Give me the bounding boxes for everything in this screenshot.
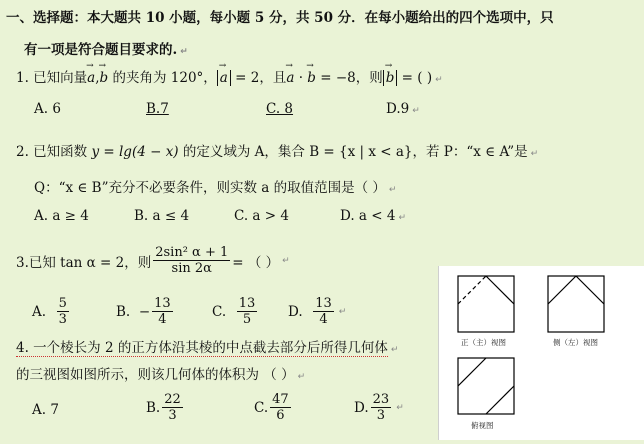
paragraph-return-arrow-icon: ↵ <box>398 213 407 223</box>
paragraph-return-arrow-icon: ↵ <box>282 255 290 266</box>
question-2-line1: 2. 已知函数 y = lg(4 − x) 的定义域为 A，集合 B = {x | x < a}，若 P：“x ∈ A”是 ↵ <box>16 144 539 160</box>
paragraph-return-arrow-icon: ↵ <box>412 106 420 116</box>
paragraph-return-arrow-icon: ↵ <box>396 402 404 413</box>
paragraph-return-arrow-icon: ↵ <box>388 185 397 195</box>
q3-option-c: C. $\frac{13}{5}$ <box>212 296 256 327</box>
q3-option-a: A. $\frac{5}{3}$ <box>32 296 67 327</box>
three-view-drawing <box>439 266 644 440</box>
q3-fraction: $\frac{\text{2sin² α + 1}}{\sin 2\alpha}$ <box>155 245 229 276</box>
q3-option-b: B. − $\frac{13}{4}$ <box>116 296 171 327</box>
q1-option-c: C. 8 <box>266 101 294 117</box>
q2-option-a: A. a ≥ 4 <box>34 208 89 224</box>
q4-option-a: A. 7 <box>32 402 59 418</box>
paragraph-return-arrow-icon: ↵ <box>435 75 443 85</box>
question-1: 1. 已知向量→ a,→ b 的夹角为 120°，→ a = 2，且→ a · → b = −8，则→ b = ( ) ↵ <box>16 66 443 86</box>
three-view-figure <box>438 266 644 440</box>
section-heading-line2: 有一项是符合题目要求的. ↵ <box>24 42 188 58</box>
top-view <box>458 358 514 414</box>
paragraph-return-arrow-icon: ↵ <box>530 149 539 159</box>
front-view-label: 正（主）视图 <box>461 338 506 347</box>
q4-option-d: D. $\frac{23}{3}$ ↵ <box>354 392 404 423</box>
side-view-label: 侧（左）视图 <box>553 338 598 347</box>
q2-option-b: B. a ≤ 4 <box>134 208 190 224</box>
front-view <box>458 276 514 332</box>
paragraph-return-arrow-icon: ↵ <box>390 345 399 355</box>
q2-option-d: D. a < 4 ↵ <box>340 208 407 224</box>
q4-option-c: C. $\frac{47}{6}$ <box>254 392 289 423</box>
q1-option-b: B.7 <box>146 101 169 117</box>
paragraph-return-arrow-icon: ↵ <box>297 372 306 382</box>
question-3: 3.已知 tan α = 2，则 $\frac{\text{2sin² α + 1}}{\sin 2\alpha}$ = （ ） ↵ <box>16 245 290 276</box>
top-view-label: 俯视图 <box>471 421 494 430</box>
q1-option-d: D.9 ↵ <box>386 101 420 117</box>
section-heading-line1: 一、选择题：本大题共 10 小题，每小题 5 分，共 50 分．在每小题给出的四个选项中，只 <box>6 10 554 26</box>
question-4-line2: 的三视图如图所示，则该几何体的体积为 （ ） ↵ <box>16 367 306 383</box>
question-2-line2: Q：“x ∈ B”充分不必要条件，则实数 a 的取值范围是（ ） ↵ <box>34 180 397 196</box>
paragraph-return-arrow-icon: ↵ <box>338 306 347 317</box>
q4-option-b: B. $\frac{22}{3}$ <box>146 392 181 423</box>
paragraph-return-arrow-icon: ↵ <box>180 47 188 57</box>
question-4-line1: 4. 一个棱长为 2 的正方体沿其棱的中点截去部分后所得几何体 ↵ <box>16 340 399 356</box>
q3-option-d: D. $\frac{13}{4}$ ↵ <box>288 296 347 327</box>
q2-option-c: C. a > 4 <box>234 208 289 224</box>
side-view <box>548 276 604 332</box>
q1-option-a: A. 6 <box>34 101 61 117</box>
